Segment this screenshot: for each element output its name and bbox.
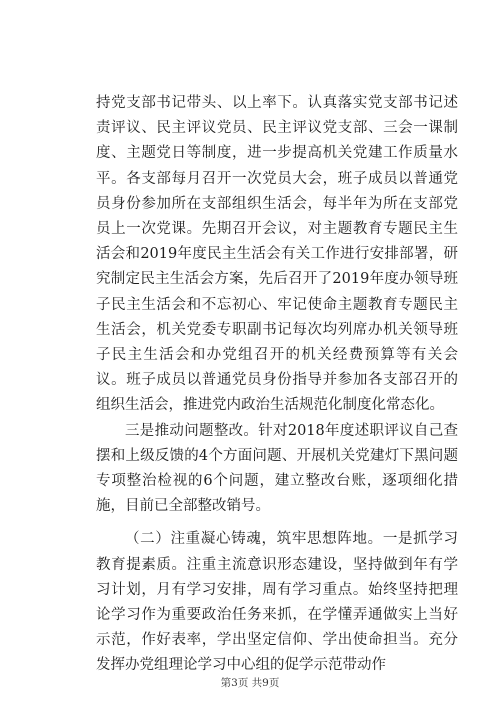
document-body [96, 91, 458, 679]
paragraph-2: 三是推动问题整改。针对2018年度述职评议自己查摆和上级反馈的4个方面问题、开展机关党建灯下黑问题专项整治检视的6个问题，建立整改台账，逐项细化措施，目前已全部整改销号。 [96, 422, 458, 515]
page-footer: 第3页 共9页 [220, 677, 280, 689]
paragraph-3: （二）注重凝心铸魂，筑牢思想阵地。一是抓学习教育提素质。注重主流意识形态建设，坚持做到年有学习计划，月有学习安排，周有学习重点。始终坚持把理论学习作为重要政治任务来抓，在学懂弄通做实上当好示范，作好表率，学出坚定信仰、学出使命担当。充分发挥办党组理论学习中心组的促学示范带动作 [96, 531, 458, 674]
paragraph-1: 持党支部书记带头、以上率下。认真落实党支部书记述责评议、民主评议党员、民主评议党支部、三会一课制度、主题党日等制度，进一步提高机关党建工作质量水平。各支部每月召开一次党员大会，班子成员以普通党员身份参加所在支部组织生活会，每半年为所在支部党员上一次党课。先期召开会议，对主题教育专题民主生活会和2019年度民主生活会有关工作进行安排部署，研究制定民主生活会方案，先后召开了2019年度办领导班子民主生活会和不忘初心、牢记使命主题教育专题民主生活会，机关党委专职副书记每次均列席办机关领导班子民主生活会和办党组召开的机关经费预算等有关会议。班子成员以普通党员身份指导并参加各支部召开的组织生活会，推进党内政治生活规范化制度化常态化。 [96, 95, 458, 414]
